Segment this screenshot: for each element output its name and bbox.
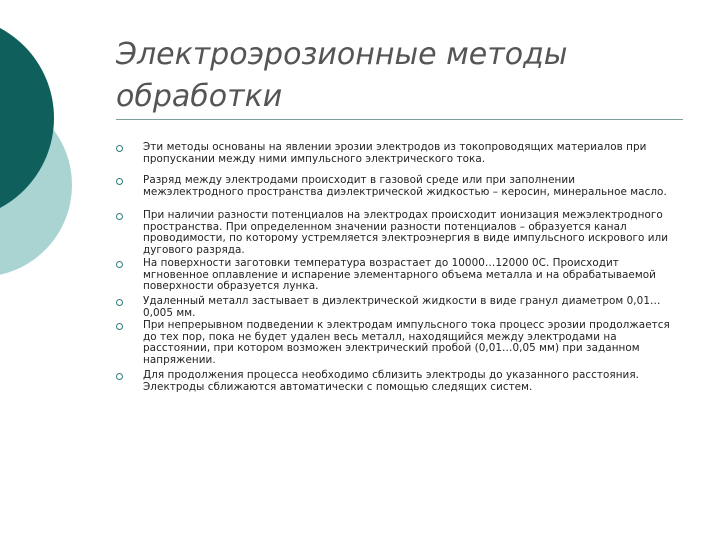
bullet-text: Для продолжения процесса необходимо сблизить электроды до указанного расстояния. Электроды сближаются автоматически с помощью следящих систем. xyxy=(143,369,640,393)
bullet-text: Удаленный металл застывает в диэлектрической жидкости в виде гранул диаметром 0,01…0,005 мм. xyxy=(143,295,661,319)
bullet-circle-icon xyxy=(116,261,123,268)
bullet-text: Разряд между электродами происходит в газовой среде или при заполнении межэлектродного пространства диэлектрической жидкостью – керосин, минеральное масло. xyxy=(143,174,667,198)
bullet-item xyxy=(116,296,676,320)
bullet-text: Эти методы основаны на явлении эрозии электродов из токопроводящих материалов при пропускании между ними импульсного электрического тока. xyxy=(143,141,647,165)
bullet-circle-icon xyxy=(116,178,123,185)
slide-title: Электроэрозионные методы обработки xyxy=(116,37,568,114)
bullet-circle-icon xyxy=(116,299,123,306)
bullet-circle-icon xyxy=(116,373,123,380)
decorative-circles xyxy=(0,0,90,300)
bullet-circle-icon xyxy=(116,213,123,220)
bullet-item xyxy=(116,210,676,258)
bullet-text: При непрерывном подведении к электродам импульсного тока процесс эрозии продолжается до тех пор, пока не будет удален весь металл, находящийся между электродами на расстоянии, при котором возможен электрический пробой (0,01…0,05 мм) при заданном напряжении. xyxy=(143,319,670,366)
bullet-list xyxy=(116,142,676,394)
bullet-text: При наличии разности потенциалов на электродах происходит ионизация межэлектродного пространства. При определенном значении разности потенциалов – образуется канал проводимости, по которому устремляется электроэнергия в виде импульсного искрового или дугового разряда. xyxy=(143,209,669,256)
bullet-text: На поверхности заготовки температура возрастает до 10000…12000 0С. Происходит мгновенное оплавление и испарение элементарного объема металла и на обрабатываемой поверхности образуется лунка. xyxy=(143,257,656,293)
bullet-circle-icon xyxy=(116,323,123,330)
bullet-item xyxy=(116,370,676,394)
bullet-item xyxy=(116,258,676,296)
bullet-circle-icon xyxy=(116,145,123,152)
title-divider xyxy=(116,119,683,120)
bullet-item xyxy=(116,142,676,175)
bullet-item xyxy=(116,175,676,210)
bullet-item xyxy=(116,320,676,370)
